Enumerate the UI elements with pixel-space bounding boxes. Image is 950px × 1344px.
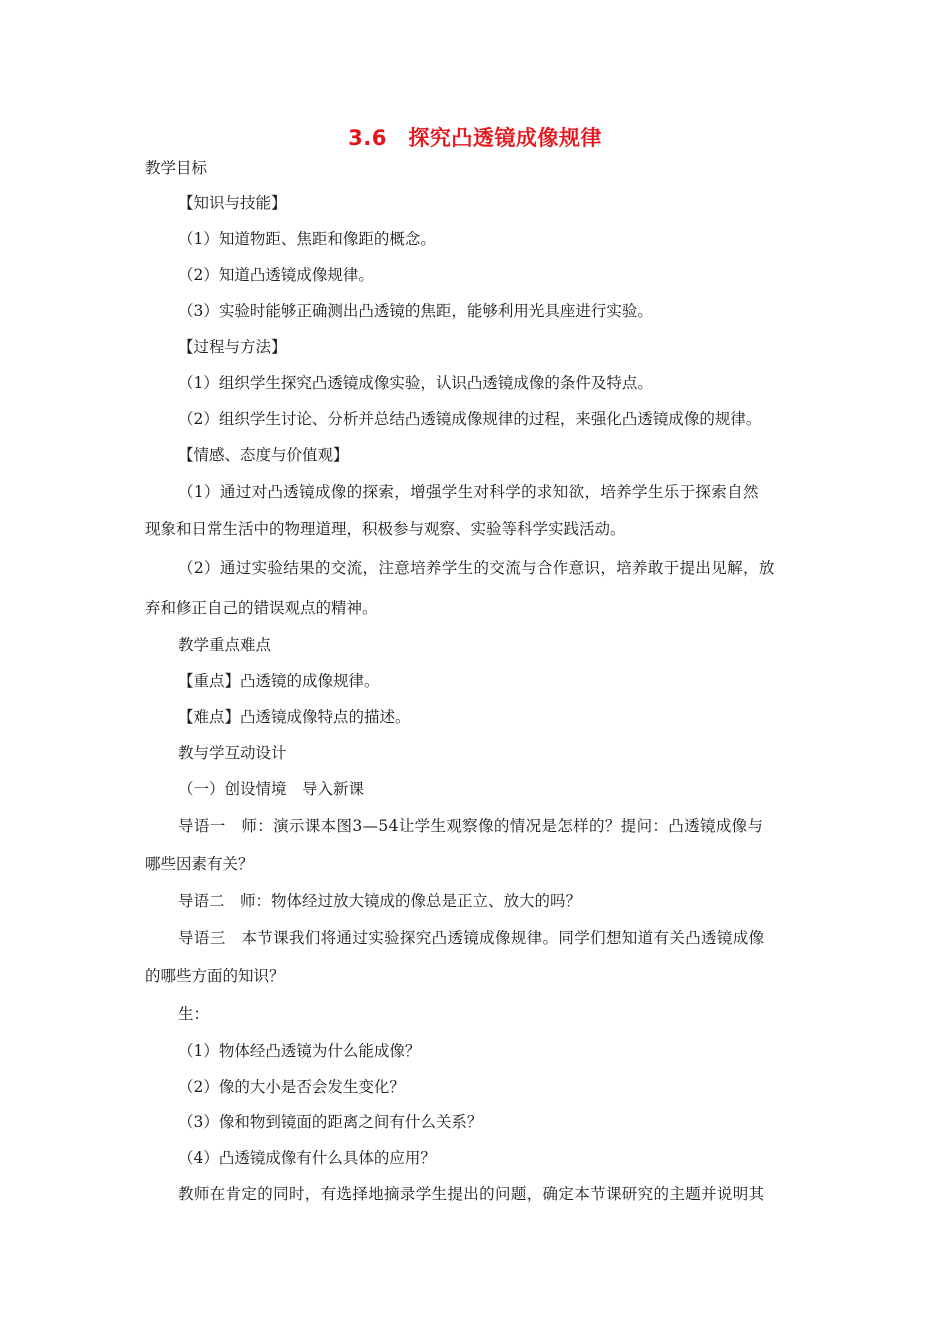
paragraph-line: （2）知道凸透镜成像规律。 — [178, 266, 374, 284]
section-heading-teaching-goals: 教学目标 — [145, 159, 208, 177]
paragraph-line: （1）知道物距、焦距和像距的概念。 — [178, 230, 436, 248]
paragraph-line: （1）组织学生探究凸透镜成像实验，认识凸透镜成像的条件及特点。 — [178, 374, 653, 392]
paragraph-line: 【难点】凸透镜成像特点的描述。 — [178, 708, 411, 726]
subheading-process-method: 【过程与方法】 — [178, 338, 287, 356]
paragraph-line: （1）物体经凸透镜为什么能成像？ — [178, 1042, 421, 1060]
subheading-emotion-values: 【情感、态度与价值观】 — [178, 446, 349, 464]
paragraph-line: （2）组织学生讨论、分析并总结凸透镜成像规律的过程，来强化凸透镜成像的规律。 — [178, 410, 762, 428]
paragraph-line: （3）实验时能够正确测出凸透镜的焦距，能够利用光具座进行实验。 — [178, 302, 653, 320]
paragraph-line: 导语二 师：物体经过放大镜成的像总是正立、放大的吗？ — [178, 892, 582, 910]
document-title: 3.6 探究凸透镜成像规律 — [348, 126, 602, 150]
paragraph-line: 【重点】凸透镜的成像规律。 — [178, 672, 380, 690]
paragraph-line: 现象和日常生活中的物理道理，积极参与观察、实验等科学实践活动。 — [145, 520, 626, 538]
paragraph-line: 导语三 本节课我们将通过实验探究凸透镜成像规律。同学们想知道有关凸透镜成像 — [178, 929, 765, 947]
paragraph-line: （1）通过对凸透镜成像的探索，增强学生对科学的求知欲，培养学生乐于探索自然 — [178, 483, 759, 501]
paragraph-line: 哪些因素有关？ — [145, 855, 254, 873]
section-heading-interaction-design: 教与学互动设计 — [178, 744, 287, 762]
paragraph-line: 的哪些方面的知识？ — [145, 967, 285, 985]
paragraph-line: 生： — [178, 1005, 210, 1023]
paragraph-line: 教师在肯定的同时，有选择地摘录学生提出的问题，确定本节课研究的主题并说明其 — [178, 1185, 765, 1203]
paragraph-line: （2）通过实验结果的交流，注意培养学生的交流与合作意识，培养敢于提出见解，放 — [178, 559, 775, 577]
paragraph-line: （3）像和物到镜面的距离之间有什么关系？ — [178, 1113, 483, 1131]
section-heading-key-points: 教学重点难点 — [178, 636, 272, 654]
subheading-scenario: （一）创设情境 导入新课 — [178, 780, 365, 798]
paragraph-line: 弃和修正自己的错误观点的精神。 — [145, 599, 378, 617]
paragraph-line: （2）像的大小是否会发生变化？ — [178, 1078, 405, 1096]
paragraph-line: （4）凸透镜成像有什么具体的应用？ — [178, 1149, 436, 1167]
subheading-knowledge-skills: 【知识与技能】 — [178, 194, 287, 212]
paragraph-line: 导语一 师：演示课本图3—54让学生观察像的情况是怎样的？提问：凸透镜成像与 — [178, 817, 764, 835]
